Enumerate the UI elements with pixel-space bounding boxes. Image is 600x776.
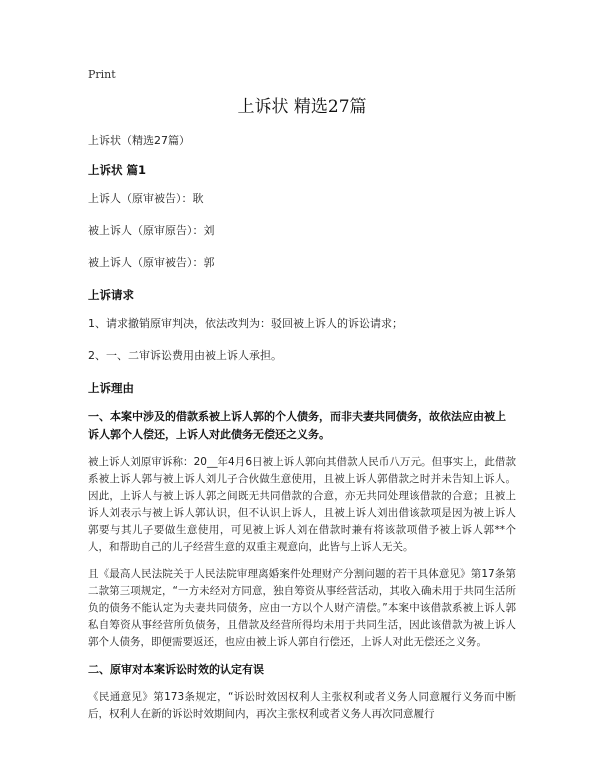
reason-point-2-heading: 二、原审对本案诉讼时效的认定有误 — [88, 663, 264, 676]
document-title: 上诉状 精选27篇 — [237, 97, 367, 117]
reason-point-1-paragraph-1: 被上诉人刘原审诉称：20__年4月6日被上诉人郭向其借款人民币八万元。但事实上，此借款系被上诉人郭与被上诉人刘儿子合伙做生意使用，且被上诉人郭借款之时并未告知上诉人。因此，上诉人与被上诉人郭之间既无共同借款的合意，亦无共同处理该借款的合意；且被上诉人刘表示与被上诉人郭认识，但不认识上诉人，且被上诉人刘出借该款项是因为被上诉人郭要与其儿子要做生意使用，可见被上诉人刘在借款时兼有将该款项借予被上诉人郭**个人，和帮助自己的儿子经营生意的双重主观意向，此皆与上诉人无关。 — [88, 456, 516, 553]
party-appellee-2: 被上诉人（原审被告）：郭 — [88, 256, 215, 269]
reason-point-2-paragraph-1: 《民通意见》第173条规定，“诉讼时效因权利人主张权利或者义务人同意履行义务而中断后，权利人在新的诉讼时效期间内，再次主张权利或者义务人再次同意履行 — [88, 691, 516, 720]
print-label: Print — [88, 68, 116, 81]
reasons-heading: 上诉理由 — [88, 381, 134, 395]
request-item-2: 2、一、二审诉讼费用由被上诉人承担。 — [88, 349, 282, 362]
section-heading-1: 上诉状 篇1 — [88, 163, 147, 177]
party-appellee-1: 被上诉人（原审原告）：刘 — [88, 224, 215, 237]
party-appellant: 上诉人（原审被告）：耿 — [88, 192, 204, 205]
reason-point-1-paragraph-2: 且《最高人民法院关于人民法院审理离婚案件处理财产分割问题的若干具体意见》第17条第二款第三项规定，“一方未经对方同意，独自筹资从事经营活动，其收入确未用于共同生活所负的债务不能认定为夫妻共同债务，应由一方以个人财产清偿。”本案中该借款系被上诉人郭私自筹资从事经营所负债务，且借款及经营所得均未用于共同生活，因此该借款为被上诉人郭个人债务，即便需要返还，也应由被上诉人郭自行偿还，上诉人对此无偿还之义务。 — [88, 568, 516, 648]
reason-point-1-heading: 一、本案中涉及的借款系被上诉人郭的个人债务，而非夫妻共同债务，故依法应由被上诉人郭个人偿还，上诉人对此债务无偿还之义务。 — [88, 410, 506, 441]
requests-heading: 上诉请求 — [88, 288, 134, 302]
request-item-1: 1、请求撤销原审判决，依法改判为：驳回被上诉人的诉讼请求； — [88, 317, 403, 330]
document-subtitle: 上诉状（精选27篇） — [88, 134, 190, 147]
